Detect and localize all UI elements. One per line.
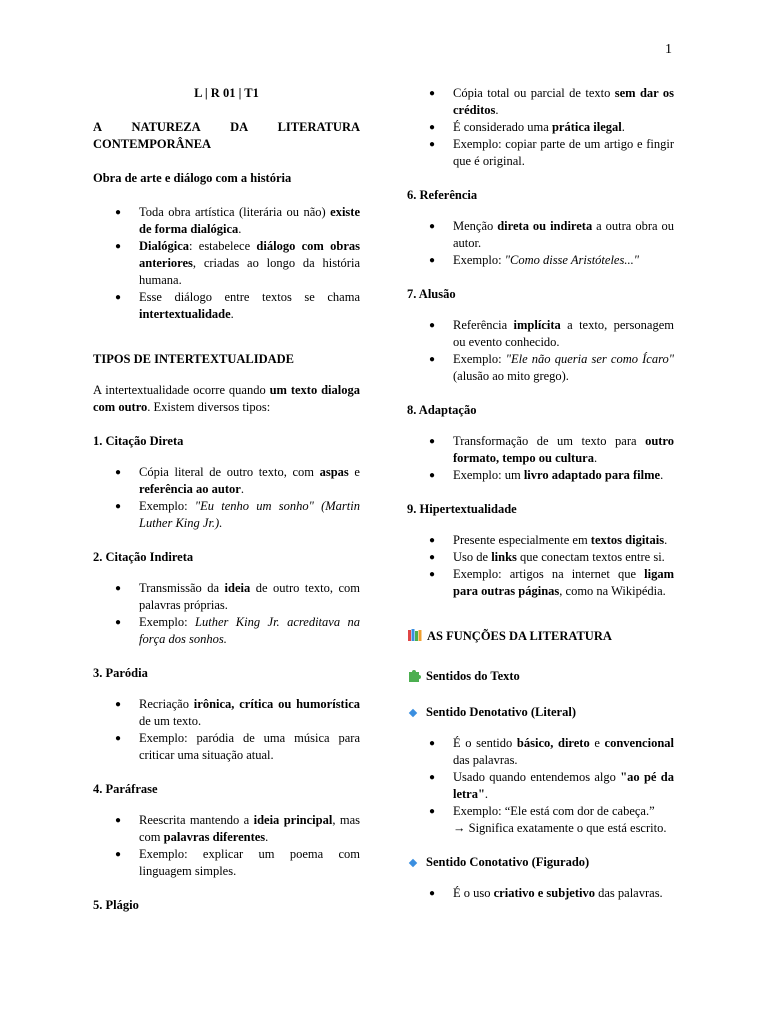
list-item: ● Exemplo: explicar um poema com linguagem simples. bbox=[93, 846, 360, 880]
list-item: ● Transmissão da ideia de outro texto, com palavras próprias. bbox=[93, 580, 360, 614]
section-title: 7. Alusão bbox=[407, 287, 456, 301]
list-item: ● Exemplo: copiar parte de um artigo e fingir que é original. bbox=[407, 136, 674, 170]
list-item: ● Toda obra artística (literária ou não) existe de forma dialógica. bbox=[93, 204, 360, 238]
intro-list bbox=[93, 204, 360, 323]
section-title: 3. Paródia bbox=[93, 666, 148, 680]
section-title: 6. Referência bbox=[407, 188, 478, 202]
books-icon bbox=[407, 628, 423, 647]
document-title bbox=[93, 119, 360, 153]
section-list bbox=[407, 433, 674, 484]
list-item: ● Cópia total ou parcial de texto sem dar os créditos. bbox=[407, 85, 674, 119]
small-blue-diamond-icon bbox=[409, 858, 417, 866]
list-item: ● Menção direta ou indireta a outra obra ou autor. bbox=[407, 218, 674, 252]
section-list bbox=[407, 317, 674, 385]
list-item: ● Transformação de um texto para outro formato, tempo ou cultura. bbox=[407, 433, 674, 467]
section-list bbox=[93, 464, 360, 532]
section-heading: Sentidos do Texto bbox=[407, 667, 674, 687]
list-item: ● Exemplo: Luther King Jr. acreditava na força dos sonhos. bbox=[93, 614, 360, 648]
list-item: ● Dialógica: estabelece diálogo com obras anteriores, criadas ao longo da história humana. bbox=[93, 238, 360, 289]
title-line-1: A NATUREZA DA LITERATURA bbox=[93, 120, 360, 134]
list-item: ● É o sentido básico, direto e convencional das palavras. bbox=[407, 735, 674, 769]
subtitle: Obra de arte e diálogo com a história bbox=[93, 171, 292, 185]
section-list bbox=[407, 218, 674, 269]
list-item: ● É considerado uma prática ilegal. bbox=[407, 119, 674, 136]
section-title: 4. Paráfrase bbox=[93, 782, 158, 796]
list-item: ● Exemplo: artigos na internet que ligam para outras páginas, como na Wikipédia. bbox=[407, 566, 674, 600]
list-item: ● Esse diálogo entre textos se chama intertextualidade. bbox=[93, 289, 360, 323]
small-blue-diamond-icon bbox=[409, 708, 417, 716]
section-list bbox=[93, 580, 360, 648]
section-title: 5. Plágio bbox=[93, 898, 139, 912]
list-item: ● Referência implícita a texto, personagem ou evento conhecido. bbox=[407, 317, 674, 351]
list-item: ● É o uso criativo e subjetivo das palavras. bbox=[407, 885, 674, 902]
section-list bbox=[93, 696, 360, 764]
list-item: ● Exemplo: um livro adaptado para filme. bbox=[407, 467, 674, 484]
section-title: 8. Adaptação bbox=[407, 403, 477, 417]
document-code: L | R 01 | T1 bbox=[194, 86, 259, 100]
section-heading: TIPOS DE INTERTEXTUALIDADE bbox=[93, 352, 294, 366]
puzzle-piece-icon bbox=[407, 667, 422, 687]
section-list bbox=[407, 885, 674, 902]
paragraph: A intertextualidade ocorre quando um texto dialoga com outro. Existem diversos tipos: bbox=[93, 383, 360, 414]
list-item: ● Exemplo: "Eu tenho um sonho" (Martin Luther King Jr.). bbox=[93, 498, 360, 532]
section-heading: AS FUNÇÕES DA LITERATURA bbox=[407, 628, 674, 647]
right-column bbox=[407, 85, 674, 902]
section-list bbox=[407, 532, 674, 600]
list-item: ● Uso de links que conectam textos entre si. bbox=[407, 549, 674, 566]
subsection-heading: Sentido Denotativo (Literal) bbox=[407, 704, 674, 721]
list-item: ● Exemplo: paródia de uma música para criticar uma situação atual. bbox=[93, 730, 360, 764]
section-list bbox=[93, 812, 360, 880]
left-column bbox=[93, 85, 360, 914]
section-title: 9. Hipertextualidade bbox=[407, 502, 517, 516]
list-item: ● Exemplo: "Ele não queria ser como Ícaro" (alusão ao mito grego). bbox=[407, 351, 674, 385]
section-title: 1. Citação Direta bbox=[93, 434, 184, 448]
subsection-heading: Sentido Conotativo (Figurado) bbox=[407, 854, 674, 871]
list-item: ● Recriação irônica, crítica ou humorística de um texto. bbox=[93, 696, 360, 730]
list-item: ● Presente especialmente em textos digitais. bbox=[407, 532, 674, 549]
page-number: 1 bbox=[665, 42, 672, 57]
list-item: ● Exemplo: "Como disse Aristóteles..." bbox=[407, 252, 674, 269]
list-item: ● Exemplo: “Ele está com dor de cabeça.” → Significa exatamente o que está escrito. bbox=[407, 803, 674, 837]
list-item: ● Reescrita mantendo a ideia principal, mas com palavras diferentes. bbox=[93, 812, 360, 846]
list-item: ● Cópia literal de outro texto, com aspas e referência ao autor. bbox=[93, 464, 360, 498]
list-item: ● Usado quando entendemos algo "ao pé da letra". bbox=[407, 769, 674, 803]
section-list bbox=[407, 735, 674, 837]
section-list bbox=[407, 85, 674, 170]
section-title: 2. Citação Indireta bbox=[93, 550, 194, 564]
title-line-2: CONTEMPORÂNEA bbox=[93, 137, 212, 151]
